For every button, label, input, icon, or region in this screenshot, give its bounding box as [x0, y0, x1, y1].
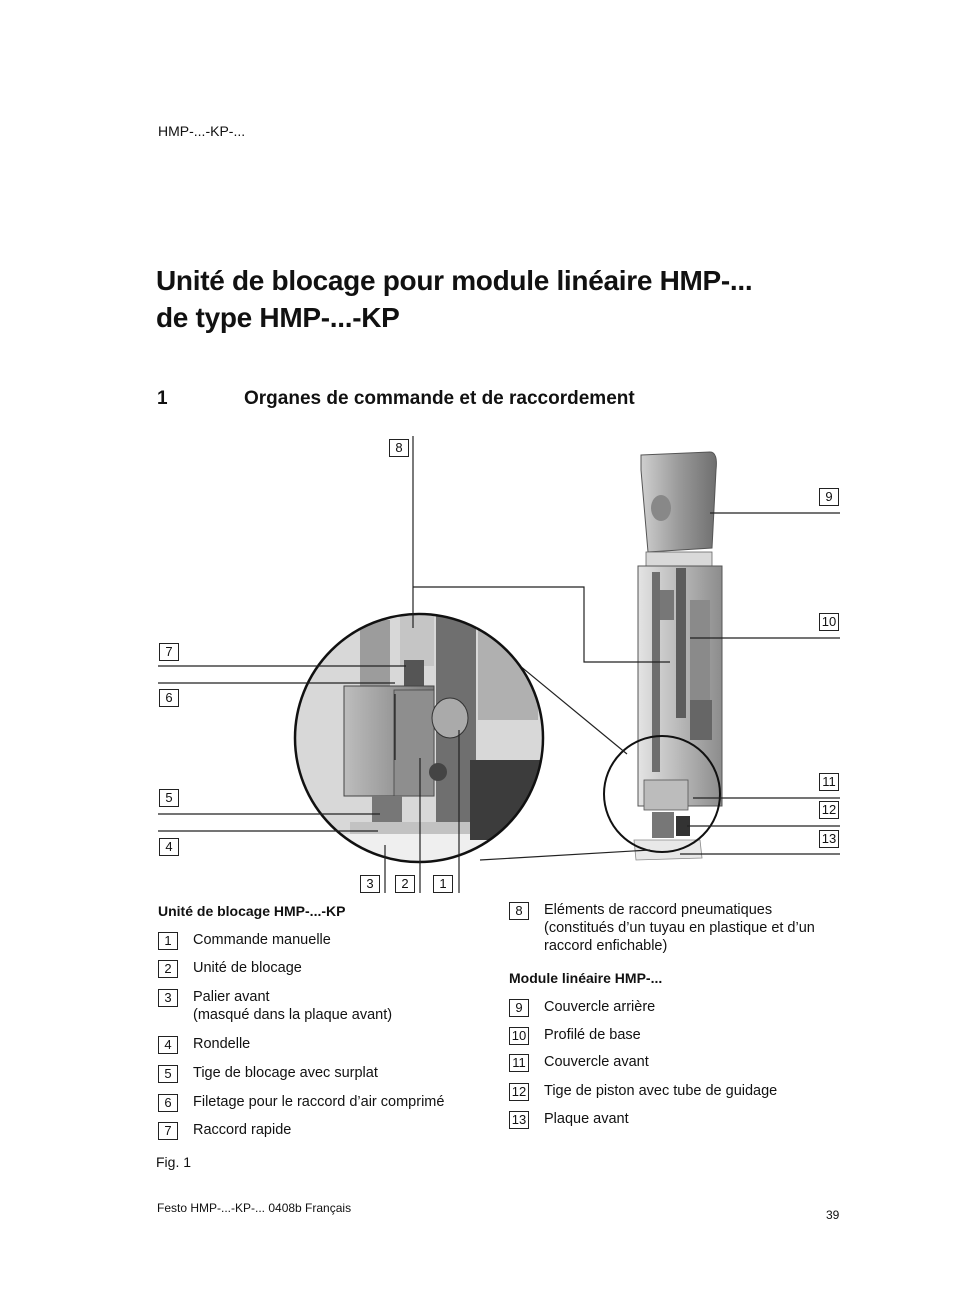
legend-text: Couvercle arrière — [544, 999, 656, 1015]
linear-module-drawing — [604, 452, 722, 860]
legend-text: Rondelle — [193, 1036, 251, 1052]
legend-group-title: Unité de blocage HMP-...-KP — [158, 903, 346, 919]
callout-10: 10 — [819, 613, 839, 631]
legend-number: 11 — [509, 1054, 529, 1072]
legend-text: Profilé de base — [544, 1027, 641, 1043]
callout-8: 8 — [389, 439, 409, 457]
legend-number: 7 — [158, 1122, 178, 1140]
legend-text — [193, 988, 513, 1024]
legend-group-title: Module linéaire HMP-... — [509, 970, 663, 986]
callout-12: 12 — [819, 801, 839, 819]
legend-text: Plaque avant — [544, 1111, 629, 1127]
page-title-line-2: de type HMP-...-KP — [156, 302, 400, 333]
footer-document-id: Festo HMP-...-KP-... 0408b Français — [157, 1201, 352, 1215]
callout-7: 7 — [159, 643, 179, 661]
legend-text-line: Eléments de raccord pneumatiques — [544, 902, 773, 918]
legend-text: Raccord rapide — [193, 1122, 292, 1138]
callout-11: 11 — [819, 773, 839, 791]
legend-text-line: (constitués d’un tuyau en plastique et d’un — [544, 920, 815, 936]
callout-4: 4 — [159, 838, 179, 856]
callout-2: 2 — [395, 875, 415, 893]
callout-5: 5 — [159, 789, 179, 807]
legend-number: 6 — [158, 1094, 178, 1112]
callout-9: 9 — [819, 488, 839, 506]
legend-text: Tige de piston avec tube de guidage — [544, 1083, 778, 1099]
legend-text: Couvercle avant — [544, 1054, 649, 1070]
page-title-line-1: Unité de blocage pour module linéaire HMP-... — [156, 265, 753, 296]
running-header: HMP-...-KP-... — [158, 123, 246, 139]
legend-number: 2 — [158, 960, 178, 978]
legend-number: 13 — [509, 1111, 529, 1129]
legend-text — [544, 901, 844, 955]
section-title: Organes de commande et de raccordement — [244, 388, 635, 409]
legend-number: 5 — [158, 1065, 178, 1083]
legend-text: Commande manuelle — [193, 932, 331, 948]
legend-number: 10 — [509, 1027, 529, 1045]
legend-text-line: Palier avant — [193, 989, 270, 1005]
legend-text: Filetage pour le raccord d’air comprimé — [193, 1094, 445, 1110]
legend-text-line: raccord enfichable) — [544, 938, 668, 954]
legend-number: 1 — [158, 932, 178, 950]
legend-number: 12 — [509, 1083, 529, 1101]
callout-1: 1 — [433, 875, 453, 893]
legend-text-line: (masqué dans la plaque avant) — [193, 1007, 393, 1023]
figure-caption: Fig. 1 — [156, 1154, 192, 1170]
callout-3: 3 — [360, 875, 380, 893]
section-number: 1 — [157, 388, 168, 409]
legend-number: 3 — [158, 989, 178, 1007]
legend-number: 4 — [158, 1036, 178, 1054]
page-number: 39 — [826, 1208, 840, 1222]
legend-text: Tige de blocage avec surplat — [193, 1065, 378, 1081]
legend-text: Unité de blocage — [193, 960, 302, 976]
callout-13: 13 — [819, 830, 839, 848]
callout-6: 6 — [159, 689, 179, 707]
legend-number: 8 — [509, 902, 529, 920]
legend-number: 9 — [509, 999, 529, 1017]
